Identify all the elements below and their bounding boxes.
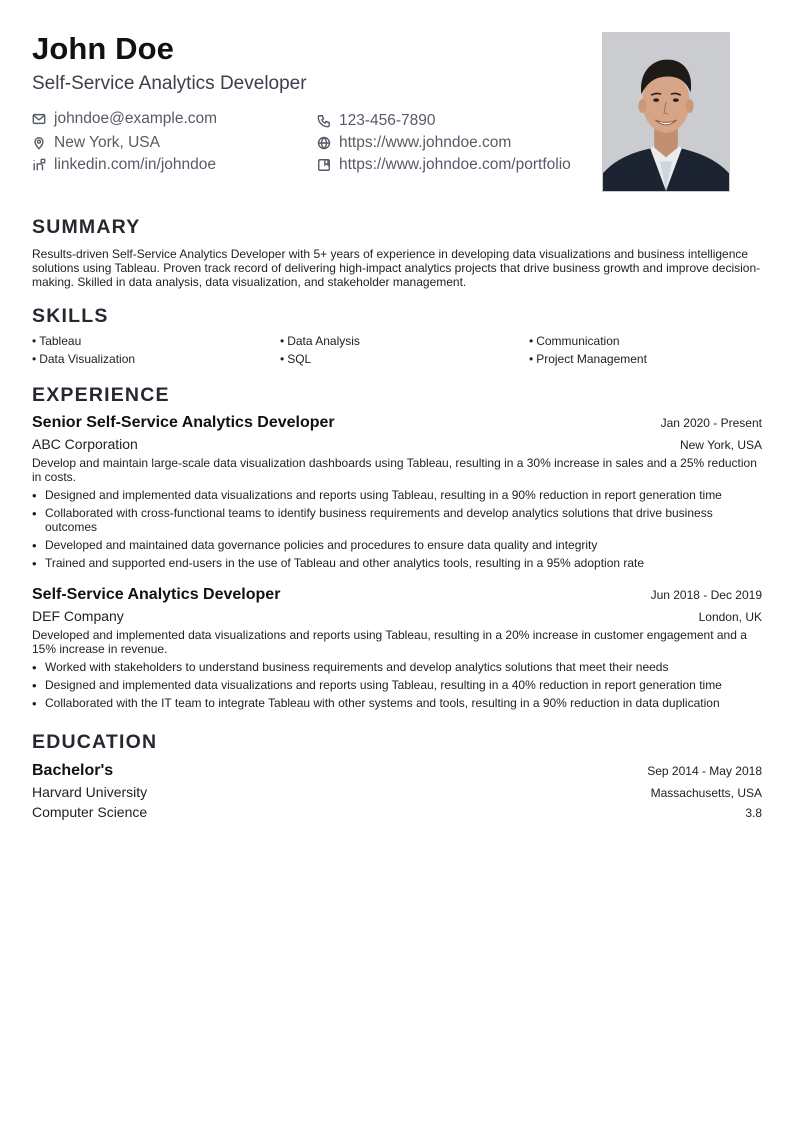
job-bullet: • Collaborated with cross-functional teams to identify business requirements and develop analytics solutions that drive business outcomes — [32, 506, 762, 534]
job-bullet: • Developed and maintained data governance policies and procedures to ensure data quality and integrity — [32, 538, 762, 552]
education-heading: EDUCATION — [32, 731, 158, 753]
skill-label: Tableau — [39, 334, 82, 348]
contact-website[interactable] — [317, 134, 511, 152]
skill-label: SQL — [287, 352, 312, 366]
contact-portfolio[interactable] — [317, 156, 571, 174]
globe-icon — [317, 136, 331, 150]
skill-label: Data Analysis — [287, 334, 360, 348]
summary-text: Results-driven Self-Service Analytics Developer with 5+ years of experience in developing data visualizations and business intelligence solutions using Tableau. Proven track record of delivering high-impact analytics projects that drive business growth and improve decision-making. Skilled in data analysis, data visualization, and stakeholder management. — [32, 247, 761, 289]
job-bullet: • Trained and supported end-users in the use of Tableau and other analytics tools, resulting in a 95% adoption rate — [32, 556, 762, 570]
skill-item: • Data Analysis — [280, 334, 360, 348]
job-title: Self-Service Analytics Developer — [32, 586, 281, 603]
contact-location-text: New York, USA — [54, 134, 160, 151]
skill-label: Project Management — [536, 352, 647, 366]
skill-item: • Data Visualization — [32, 352, 136, 366]
skill-item: • Communication — [529, 334, 620, 348]
phone-icon — [317, 114, 331, 128]
experience-heading: EXPERIENCE — [32, 384, 170, 406]
linkedin-icon — [32, 158, 46, 172]
job-company: DEF Company — [32, 608, 124, 624]
contact-website-text[interactable]: https://www.johndoe.com — [339, 134, 512, 151]
education-gpa: 3.8 — [745, 806, 762, 820]
job-bullet: • Designed and implemented data visualizations and reports using Tableau, resulting in a 90% reduction in report generation time — [32, 488, 762, 502]
job-bullet: • Designed and implemented data visualizations and reports using Tableau, resulting in a 40% reduction in report generation time — [32, 678, 762, 692]
skill-label: Data Visualization — [39, 352, 136, 366]
profile-photo — [602, 32, 730, 192]
portfolio-icon — [317, 158, 331, 172]
candidate-name: John Doe — [32, 31, 175, 66]
contact-email-text[interactable]: johndoe@example.com — [54, 110, 218, 127]
job-description: Develop and maintain large-scale data visualization dashboards using Tableau, resulting in a 30% increase in sales and a 25% reduction in costs. — [32, 456, 757, 484]
skills-heading: SKILLS — [32, 305, 109, 327]
education-dates: Sep 2014 - May 2018 — [647, 764, 762, 778]
job-company: ABC Corporation — [32, 436, 138, 452]
location-pin-icon — [32, 136, 46, 150]
skill-label: Communication — [536, 334, 620, 348]
skills-list — [32, 334, 762, 366]
skill-item: • SQL — [280, 352, 312, 366]
contact-phone-text[interactable]: 123-456-7890 — [339, 112, 436, 129]
contact-linkedin-text[interactable]: linkedin.com/in/johndoe — [54, 156, 216, 173]
job-bullet: • Worked with stakeholders to understand business requirements and develop analytics solutions that meet their needs — [32, 660, 762, 674]
job-location: New York, USA — [679, 438, 762, 452]
resume-page — [32, 0, 762, 820]
skill-item: • Project Management — [529, 352, 647, 366]
job-bullets — [32, 660, 762, 710]
contact-portfolio-text[interactable]: https://www.johndoe.com/portfolio — [339, 156, 571, 173]
candidate-title: Self-Service Analytics Developer — [32, 73, 307, 94]
skill-item: • Tableau — [32, 334, 82, 348]
contact-email[interactable] — [32, 110, 217, 128]
resume-header — [32, 0, 762, 200]
education-location: Massachusetts, USA — [650, 786, 762, 800]
education-field: Computer Science — [32, 804, 148, 820]
job-bullets — [32, 488, 762, 570]
job-entry — [32, 586, 762, 714]
education-school: Harvard University — [32, 784, 148, 800]
job-description: Developed and implemented data visualizations and reports using Tableau, resulting in a 20% increase in customer engagement and a 15% increase in revenue. — [32, 628, 747, 656]
job-location: London, UK — [698, 610, 762, 624]
mail-icon — [32, 112, 46, 126]
job-title: Senior Self-Service Analytics Developer — [32, 414, 335, 431]
education-degree: Bachelor's — [32, 762, 114, 779]
summary-heading: SUMMARY — [32, 216, 141, 238]
job-bullet: • Collaborated with the IT team to integrate Tableau with other systems and tools, resulting in a 90% reduction in data duplication — [32, 696, 762, 710]
job-dates: Jan 2020 - Present — [660, 416, 762, 430]
job-dates: Jun 2018 - Dec 2019 — [650, 588, 762, 602]
contact-location — [32, 134, 160, 152]
contact-phone[interactable] — [317, 112, 436, 130]
contact-linkedin[interactable] — [32, 156, 216, 174]
education-entry — [32, 762, 762, 820]
job-entry — [32, 414, 762, 574]
